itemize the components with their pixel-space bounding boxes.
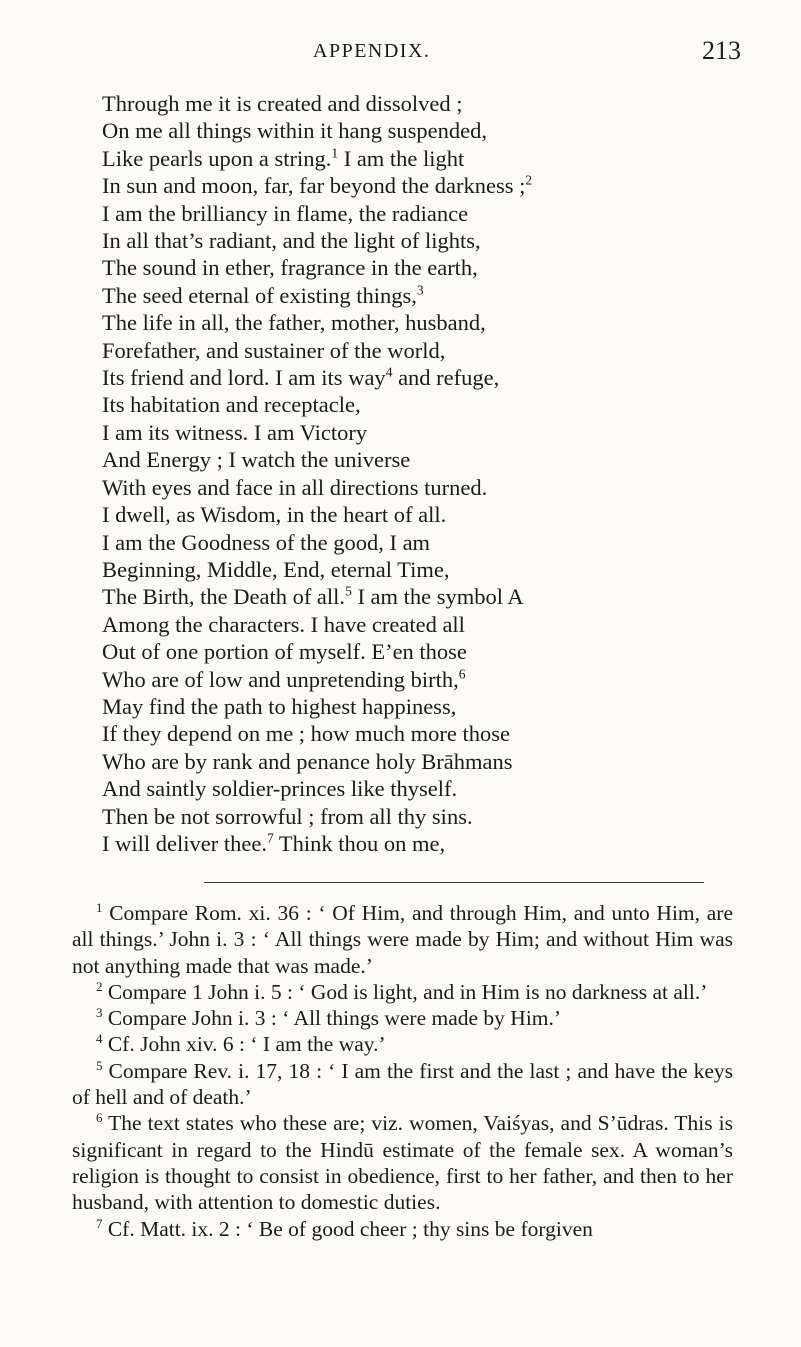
poem-line: [102, 391, 782, 418]
footnote-marker: 5: [96, 1058, 103, 1073]
footnote-text: Cf. Matt. ix. 2 : ‘ Be of good cheer ; thy sins be forgiven: [107, 1216, 593, 1241]
footnote-marker: 2: [96, 979, 103, 994]
poem-line-text: Like pearls upon a string.: [102, 145, 332, 171]
footnote-reference: 7: [266, 830, 274, 846]
poem-line: [102, 446, 782, 473]
poem-line-text: And saintly soldier-princes like thyself.: [102, 776, 458, 802]
poem-line-text: The seed eternal of existing things,: [102, 282, 417, 308]
footnote: [72, 1216, 733, 1242]
footnote-reference: 1: [331, 145, 339, 161]
poem-line: [102, 117, 782, 144]
poem-line-text: I am its witness. I am Victory: [102, 419, 368, 445]
poem-line: [102, 666, 782, 693]
footnotes: [72, 900, 733, 1242]
poem-line-text: I am the brilliancy in flame, the radiance: [102, 200, 469, 226]
running-head: APPENDIX.: [313, 40, 431, 62]
poem-line: [102, 583, 782, 610]
footnote-marker: 7: [96, 1216, 103, 1231]
poem-line: [102, 693, 782, 720]
footnote-text: Compare 1 John i. 5 : ‘ God is light, and in Him is no darkness at all.’: [107, 979, 708, 1004]
footnote-reference: 5: [345, 583, 352, 599]
poem-line-text: The life in all, the father, mother, husband,: [102, 310, 486, 336]
poem-line: [102, 172, 782, 199]
poem-line-text: Beginning, Middle, End, eternal Time,: [102, 556, 450, 582]
footnote: [72, 1110, 733, 1215]
poem-line-text-continued: I am the light: [338, 145, 465, 171]
poem-line: [102, 529, 782, 556]
poem-line-text: Among the characters. I have created all: [102, 611, 465, 637]
poem-line: [102, 90, 782, 117]
poem-line-text: Out of one portion of myself. E’en those: [102, 639, 467, 665]
poem-line: [102, 337, 782, 364]
poem-line: [102, 830, 782, 857]
poem-line-text: Who are by rank and penance holy Brāhmans: [102, 748, 513, 774]
footnote: [72, 979, 733, 1005]
poem-line-text: The Birth, the Death of all.: [102, 584, 346, 610]
poem-line-text: The sound in ether, fragrance in the earth,: [102, 255, 478, 281]
poem-line-text: Its habitation and receptacle,: [102, 392, 361, 418]
footnote-marker: 1: [96, 900, 103, 915]
footnote: [72, 1031, 733, 1057]
poem-line: [102, 419, 782, 446]
poem-line: [102, 720, 782, 747]
footnote: [72, 900, 733, 979]
poem-line-text: I will deliver thee.: [102, 830, 267, 856]
footnote-reference: 2: [525, 172, 533, 188]
poem-line: [102, 748, 782, 775]
footnote-marker: 6: [96, 1111, 103, 1126]
footnote: [72, 1058, 733, 1111]
poem-line-text: With eyes and face in all directions turned.: [102, 474, 488, 500]
poem-line: [102, 200, 782, 227]
poem-line: [102, 803, 782, 830]
footnote: [72, 1005, 733, 1031]
footnote-text: Compare Rev. i. 17, 18 : ‘ I am the first and the last ; and have the keys of hell and of death.’: [72, 1058, 734, 1110]
poem-line-text-continued: Think thou on me,: [273, 830, 446, 856]
poem-line-text-continued: I am the symbol A: [351, 584, 524, 610]
footnote-text: The text states who these are; viz. women, Vaiśyas, and S’ūdras. This is significant in regard to the Hindū estimate of the female sex. A woman’s religion is thought to consist in obedience, first to her father, and then to her husband, with attention to domestic duties.: [72, 1111, 733, 1215]
poem-text: [102, 90, 782, 857]
page-header: [0, 36, 801, 74]
poem-line-text: I am the Goodness of the good, I am: [102, 529, 431, 555]
footnote-reference: 4: [385, 364, 393, 380]
poem-line: [102, 611, 782, 638]
footnote-reference: 6: [458, 666, 466, 682]
poem-line-text: May find the path to highest happiness,: [102, 693, 457, 719]
poem-line: [102, 364, 782, 391]
footnote-marker: 3: [96, 1006, 103, 1021]
poem-line-text: On me all things within it hang suspended,: [102, 118, 487, 144]
poem-line-text: Forefather, and sustainer of the world,: [102, 337, 446, 363]
poem-line: [102, 254, 782, 281]
footnote-text: Compare Rom. xi. 36 : ‘ Of Him, and through Him, and unto Him, are all things.’ John i. 3 : ‘ All things were made by Him; and without Him was not anything made that was made.’: [72, 901, 733, 978]
poem-line: [102, 775, 782, 802]
poem-line-text-continued: and refuge,: [392, 365, 500, 391]
poem-line: [102, 501, 782, 528]
footnote-text: Cf. John xiv. 6 : ‘ I am the way.’: [107, 1032, 386, 1057]
footnote-text: Compare John i. 3 : ‘ All things were made by Him.’: [107, 1006, 562, 1031]
poem-line-text: Then be not sorrowful ; from all thy sins.: [102, 803, 473, 829]
poem-line: [102, 282, 782, 309]
page-number: 213: [702, 36, 741, 65]
poem-line: [102, 638, 782, 665]
poem-line-text: If they depend on me ; how much more those: [102, 721, 511, 747]
poem-line-text: Through me it is created and dissolved ;: [102, 91, 463, 116]
poem-line-text: In all that’s radiant, and the light of lights,: [102, 228, 481, 254]
poem-line-text: Who are of low and unpretending birth,: [102, 666, 459, 692]
poem-line-text: Its friend and lord. I am its way: [102, 365, 386, 391]
poem-line: [102, 556, 782, 583]
poem-line-text: In sun and moon, far, far beyond the darkness ;: [102, 173, 526, 199]
footnote-reference: 3: [416, 282, 424, 298]
poem-line: [102, 474, 782, 501]
poem-line: [102, 309, 782, 336]
poem-line-text: And Energy ; I watch the universe: [102, 447, 411, 473]
poem-line-text: I dwell, as Wisdom, in the heart of all.: [102, 502, 447, 528]
footnote-marker: 4: [96, 1032, 103, 1047]
poem-line: [102, 145, 782, 172]
footnote-divider: [204, 882, 704, 883]
poem-line: [102, 227, 782, 254]
